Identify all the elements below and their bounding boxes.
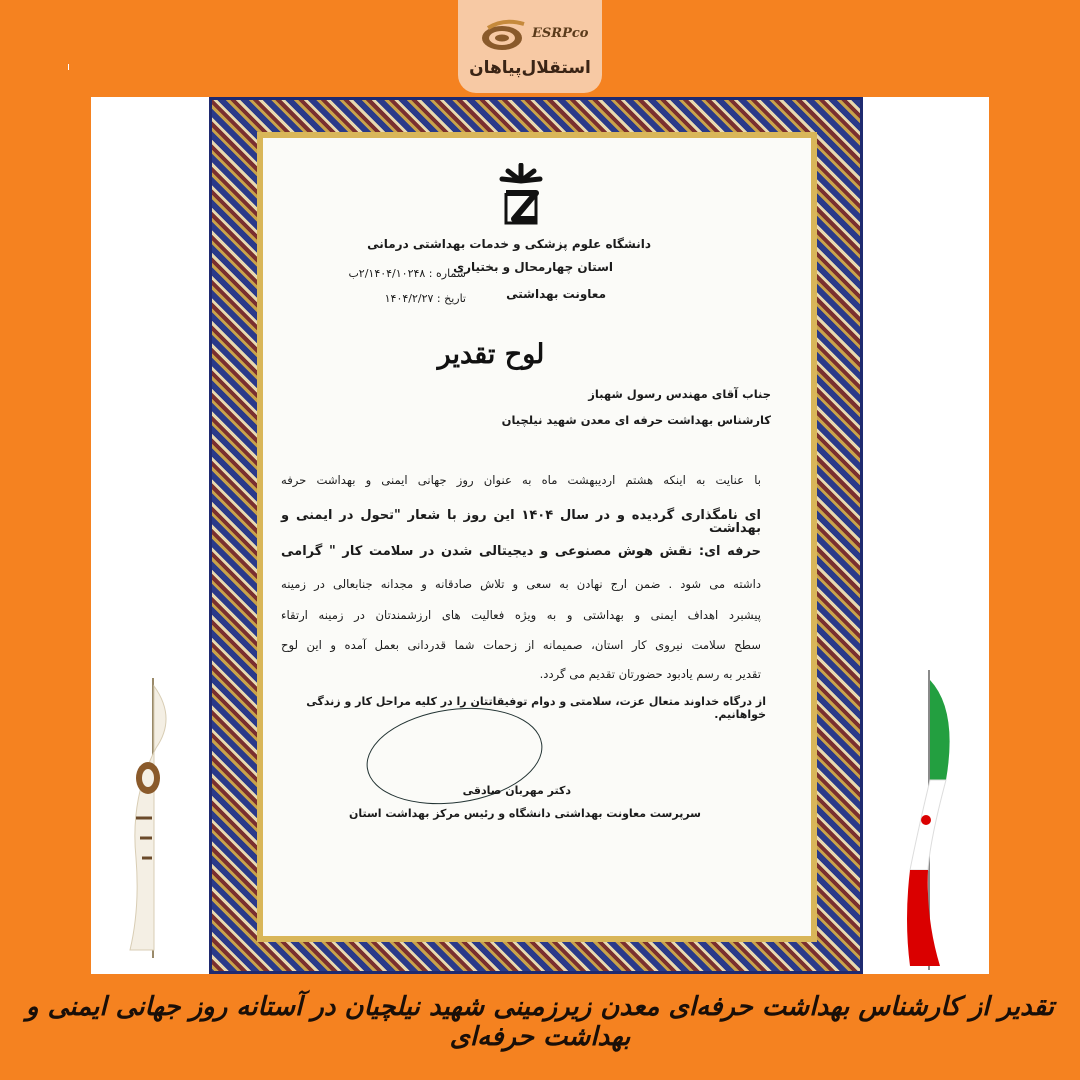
company-logo (458, 0, 602, 93)
certificate-photo (91, 97, 989, 974)
letter-date: تاریخ : ۱۴۰۴/۲/۲۷ (384, 292, 466, 305)
body-line: داشته می شود . ضمن ارج نهادن به سعی و تلاش صادقانه و مجدانه جنابعالی در زمینه (281, 577, 761, 591)
body-line: پیشبرد اهداف ایمنی و بهداشتی و به ویژه فعالیت های ارزشمندتان در زمینه ارتقاء (281, 608, 761, 622)
recipient-name: جناب آقای مهندس رسول شهباز (588, 387, 771, 401)
recipient-title: کارشناس بهداشت حرفه ای معدن شهید نیلچیان (501, 413, 771, 427)
caption: تقدیر از کارشناس بهداشت حرفه‌ای معدن زیرزمینی شهید نیلچیان در آستانه روز جهانی ایمنی و بهداشت حرفه‌ای (25, 992, 1055, 1052)
university-emblem-icon (496, 163, 546, 227)
company-name-persian: استقلال‌پیاهان (469, 58, 591, 78)
body-line: سطح سلامت نیروی کار استان، صمیمانه از زحمات شما قدردانی بعمل آمده و این لوح (281, 638, 761, 652)
closing-wish: از درگاه خداوند متعال عزت، سلامتی و دوام توفیقاتتان را در کلیه مراحل کار و زندگی خواهانیم. (306, 695, 766, 721)
company-name-latin: ESRPco (532, 26, 589, 41)
signer-name: دکتر مهربان صادقی (462, 784, 571, 797)
company-flag-icon (122, 678, 182, 958)
certificate-title: لوح تقدیر (437, 339, 545, 370)
company-logo-mark-icon (480, 18, 528, 52)
body-line: حرفه ای: نقش هوش مصنوعی و دیجیتالی شدن در سلامت کار " گرامی (281, 544, 761, 559)
body-line: ای نامگذاری گردیده و در سال ۱۴۰۴ این روز با شعار "تحول در ایمنی و بهداشت (281, 508, 761, 536)
department-name: معاونت بهداشتی (506, 287, 606, 301)
body-line: با عنایت به اینکه هشتم اردیبهشت ماه به عنوان روز جهانی ایمنی و بهداشت حرفه (281, 473, 761, 487)
province-name: استان چهارمحال و بختیاری (453, 260, 613, 274)
iran-flag-icon (900, 670, 970, 970)
signer-title: سرپرست معاونت بهداشتی دانشگاه و رئیس مرکز بهداشت استان (348, 807, 701, 820)
letter-number: شماره : ۲/۱۴۰۴/۱۰۲۴۸ب (348, 267, 466, 280)
university-name: دانشگاه علوم پزشکی و خدمات بهداشتی درمانی (367, 237, 651, 251)
body-line: تقدیر به رسم یادبود حضورتان تقدیم می گردد. (539, 667, 761, 681)
tick-mark (68, 64, 69, 70)
